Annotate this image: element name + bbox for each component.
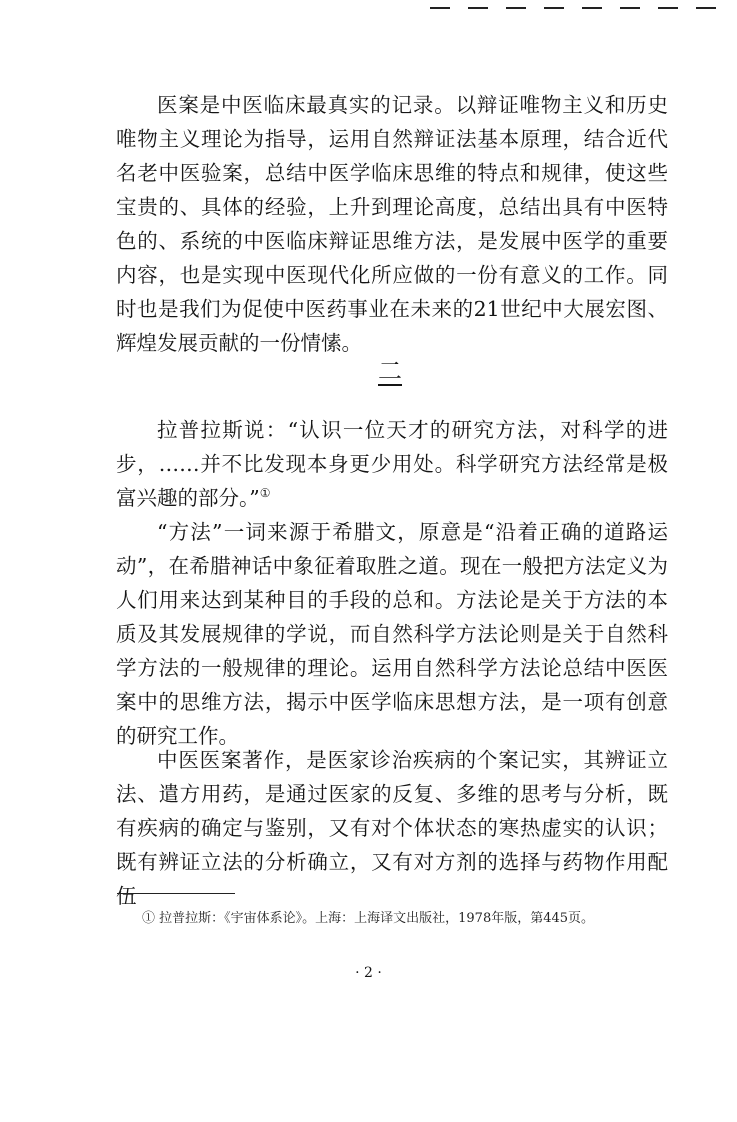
body-paragraph: 医案是中医临床最真实的记录。以辩证唯物主义和历史唯物主义理论为指导，运用自然辩证法基本原理，结合近代名老中医验案，总结中医学临床思维的特点和规律，使这些宝贵的、具体的经验，上升到理论高度，总结出具有中医特色的、系统的中医临床辩证思维方法，是发展中医学的重要内容，也是实现中医现代化所应做的一份有意义的工作。同时也是我们为促使中医药事业在未来的21世纪中大展宏图、辉煌发展贡献的一份情愫。: [116, 93, 668, 355]
body-paragraph: “方法”一词来源于希腊文，原意是“沿着正确的道路运动”，在希腊神话中象征着取胜之道。现在一般把方法定义为人们用来达到某种目的手段的总和。方法论是关于方法的本质及其发展规律的学说，而自然科学方法论则是关于自然科学方法的一般规律的理论。运用自然科学方法论总结中医医案中的思维方法，揭示中医学临床思想方法，是一项有创意的研究工作。: [116, 520, 668, 748]
page-number: · 2 ·: [355, 965, 382, 981]
section-number: 二: [378, 357, 402, 385]
body-paragraph: 中医医案著作，是医家诊治疾病的个案记实，其辨证立法、遣方用药，是通过医家的反复、多维的思考与分析，既有疾病的确定与鉴别，又有对个体状态的寒热虚实的认识；既有辨证立法的分析确立，又有对方剂的选择与药物作用配伍: [116, 748, 668, 908]
header-dash: [696, 7, 716, 9]
quote-text: 拉普拉斯说：“认识一位天才的研究方法，对科学的进步，……并不比发现本身更少用处。科学研究方法经常是极富兴趣的部分。”: [116, 418, 668, 510]
footnote-divider: [117, 893, 235, 894]
header-dash: [620, 7, 640, 9]
quote-paragraph: [116, 413, 668, 515]
footnote-reference[interactable]: ①: [259, 486, 271, 501]
header-dash: [506, 7, 526, 9]
header-dash: [658, 7, 678, 9]
header-dash: [468, 7, 488, 9]
header-dash: [430, 7, 450, 9]
footnote: ① 拉普拉斯：《宇宙体系论》。上海：上海译文出版社，1978年版，第445页。: [142, 911, 595, 926]
header-dash: [544, 7, 564, 9]
header-dash: [582, 7, 602, 9]
header-rule-dashes: [430, 0, 730, 14]
